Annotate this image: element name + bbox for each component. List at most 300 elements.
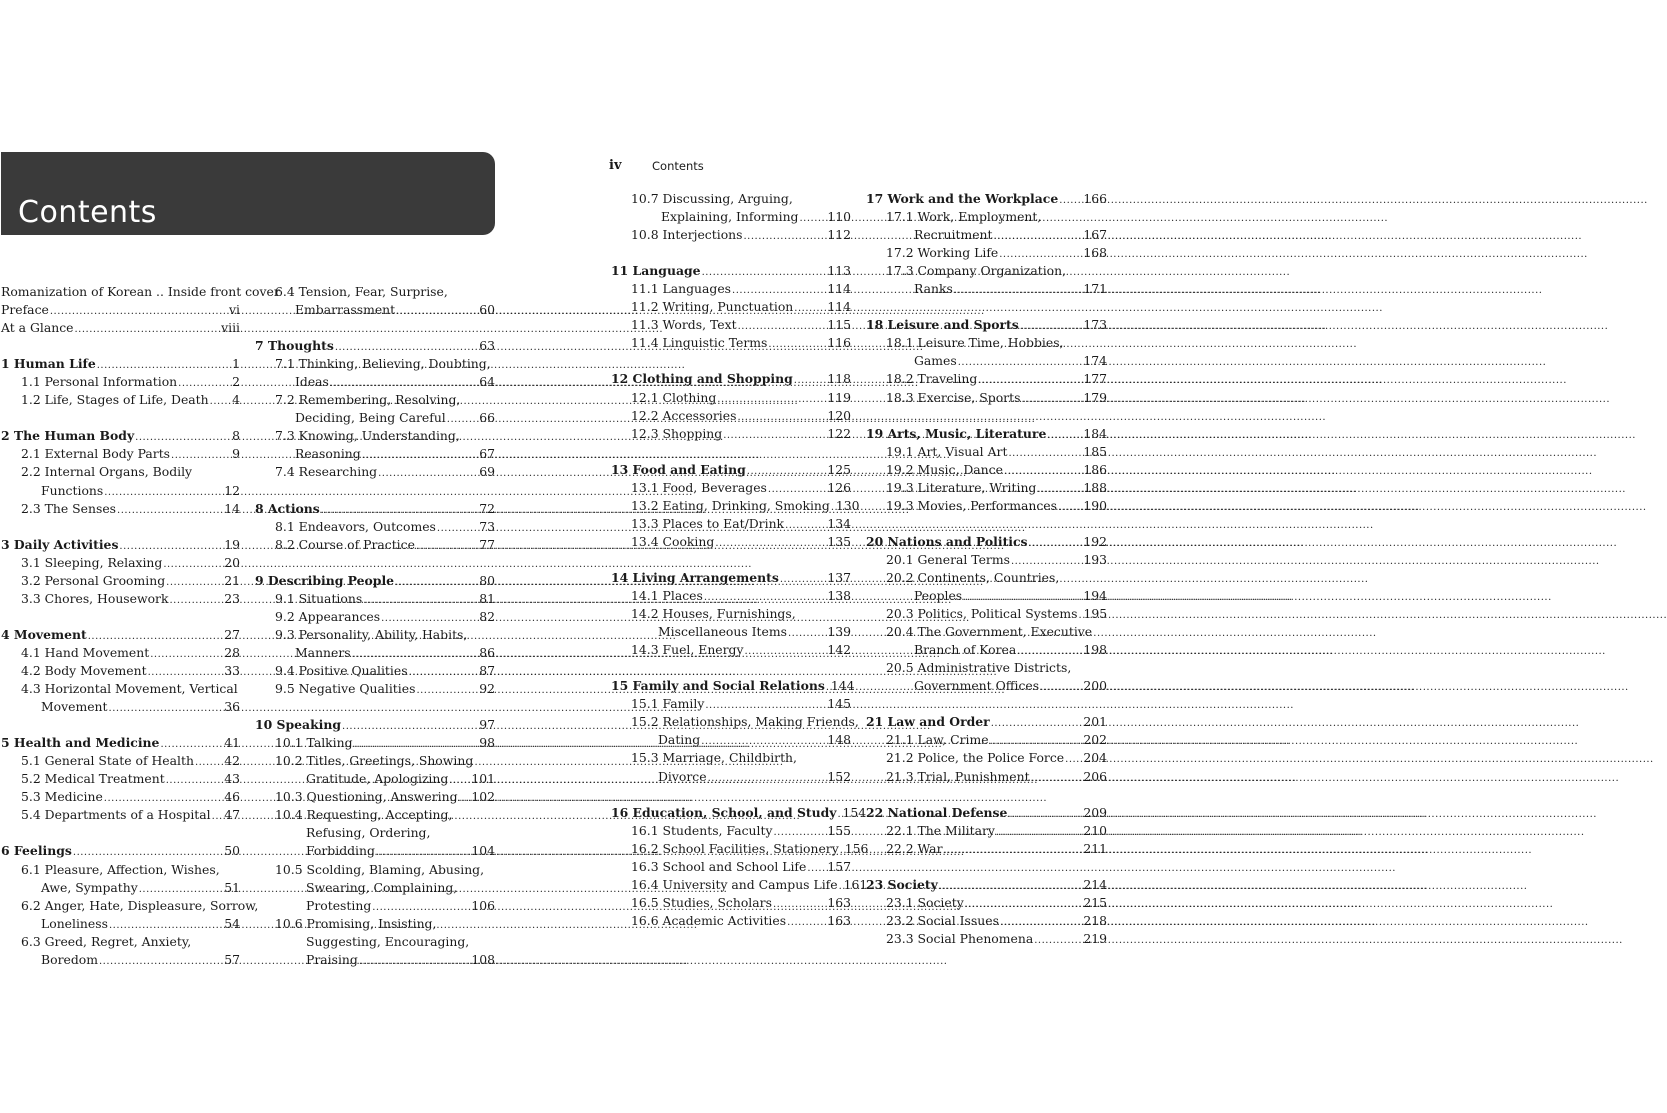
toc-entry-title: 3.1 Sleeping, Relaxing <box>21 554 163 570</box>
toc-entry-title: 14.2 Houses, Furnishings, <box>631 606 796 622</box>
toc-entry-title: Suggesting, Encouraging, <box>306 933 470 949</box>
dot-leader <box>780 571 827 589</box>
toc-entry-title: Forbidding <box>306 843 375 859</box>
toc-section-entry[interactable] <box>611 226 851 244</box>
toc-section-entry[interactable] <box>866 497 1107 515</box>
toc-section-entry[interactable] <box>866 262 1107 280</box>
toc-entry-title: Recruitment <box>914 227 993 243</box>
toc-section-entry[interactable] <box>611 749 851 767</box>
toc-column-1 <box>1 283 280 969</box>
toc-section-entry[interactable] <box>255 897 495 915</box>
toc-entry-title: 20.5 Administrative Districts, <box>886 660 1072 676</box>
toc-entry-title: 1.2 Life, Stages of Life, Death <box>21 392 209 408</box>
toc-section-entry[interactable] <box>255 915 495 933</box>
toc-spacer <box>1 608 240 626</box>
toc-section-entry[interactable] <box>866 443 1107 461</box>
toc-section-entry[interactable] <box>1 788 240 806</box>
toc-entry-title: 15 Family and Social Relations <box>611 678 825 694</box>
toc-entry-title: Loneliness <box>41 915 108 931</box>
toc-section-entry[interactable] <box>255 861 495 879</box>
toc-section-entry[interactable] <box>611 425 851 443</box>
toc-entry-title: Deciding, Being Careful <box>295 410 446 426</box>
toc-entry-title: 23.2 Social Issues <box>886 912 999 928</box>
toc-entry-title: Government Offices <box>914 678 1040 694</box>
toc-entry-title: 10.7 Discussing, Arguing, <box>631 191 793 206</box>
toc-entry-title: 11.1 Languages <box>631 281 732 297</box>
toc-chapter-entry[interactable] <box>611 461 851 479</box>
toc-section-entry[interactable] <box>1 680 240 698</box>
toc-section-entry[interactable] <box>866 569 1107 587</box>
toc-section-entry[interactable] <box>1 391 240 409</box>
toc-chapter-entry[interactable] <box>255 716 495 734</box>
toc-section-entry[interactable] <box>255 373 495 391</box>
toc-section-entry[interactable] <box>1 897 259 915</box>
toc-entry-title: 3.3 Chores, Housework <box>21 590 169 606</box>
toc-page-number: 97 <box>479 717 495 733</box>
toc-section-entry[interactable] <box>611 479 851 497</box>
toc-page-number: 114 <box>827 299 851 315</box>
dot-leader <box>1059 192 1082 210</box>
dot-leader <box>195 754 223 772</box>
page-title: Contents <box>18 195 157 230</box>
dot-leader <box>1047 427 1082 445</box>
toc-entry-title: 6.2 Anger, Hate, Displeasure, Sorrow, <box>21 897 259 913</box>
dot-leader <box>794 300 826 318</box>
toc-section-entry[interactable] <box>611 407 851 425</box>
toc-chapter-entry[interactable] <box>866 425 1107 443</box>
dot-leader <box>74 321 220 339</box>
dot-leader <box>166 772 224 790</box>
toc-section-entry[interactable] <box>866 479 1107 497</box>
toc-section-entry[interactable] <box>866 551 1107 569</box>
toc-entry-title: 16.2 School Facilities, Stationery <box>631 840 839 856</box>
toc-section-entry[interactable] <box>1 373 240 391</box>
toc-section-entry[interactable] <box>255 590 495 608</box>
toc-section-entry[interactable] <box>866 605 1107 623</box>
toc-spacer <box>1 337 240 355</box>
toc-spacer <box>611 551 851 569</box>
toc-page-number: 156 <box>844 840 869 856</box>
toc-section-entry[interactable] <box>1 463 240 481</box>
toc-section-entry[interactable] <box>611 389 851 407</box>
toc-section-entry[interactable] <box>611 894 851 912</box>
toc-page-number: 130 <box>835 497 860 513</box>
toc-section-entry[interactable] <box>255 283 495 301</box>
toc-page-number: 154 <box>842 804 867 820</box>
toc-section-entry[interactable] <box>255 626 495 644</box>
toc-entry-title: 20.1 General Terms <box>886 551 1010 567</box>
toc-section-entry[interactable] <box>255 301 495 319</box>
toc-page-number: 63 <box>479 338 495 354</box>
toc-section-entry[interactable] <box>255 951 495 969</box>
toc-entry-title: 17 Work and the Workplace <box>866 191 1059 206</box>
dot-leader <box>363 592 478 610</box>
toc-section-entry[interactable] <box>255 355 495 373</box>
toc-entry-title: 5 Health and Medicine <box>1 735 160 751</box>
toc-entry-title: 16 Education, School, and Study <box>611 804 837 820</box>
toc-section-entry[interactable] <box>611 190 851 208</box>
toc-page-number: 54 <box>224 915 240 931</box>
toc-section-entry[interactable] <box>1 933 240 951</box>
toc-section-entry[interactable] <box>611 497 860 515</box>
toc-chapter-entry[interactable] <box>866 713 1107 731</box>
toc-section-entry[interactable] <box>611 515 851 533</box>
toc-entry-title: 10 Speaking <box>255 717 342 733</box>
toc-section-entry[interactable] <box>866 280 1107 298</box>
dot-leader <box>1029 535 1083 553</box>
toc-section-entry[interactable] <box>1 590 240 608</box>
dot-leader <box>788 625 826 643</box>
toc-section-entry[interactable] <box>866 587 1107 605</box>
toc-entry-title: 14 Living Arrangements <box>611 569 779 585</box>
toc-entry-title: 3 Daily Activities <box>1 536 119 552</box>
toc-section-entry[interactable] <box>255 608 495 626</box>
toc-section-entry[interactable] <box>255 463 495 481</box>
toc-section-entry[interactable] <box>611 858 851 876</box>
toc-page-number: 179 <box>1083 389 1107 405</box>
toc-entry-title: 1 Human Life <box>1 356 96 372</box>
toc-section-entry[interactable] <box>255 427 495 445</box>
toc-entry-title: 3.2 Personal Grooming <box>21 572 166 588</box>
toc-entry-title: 12 Clothing and Shopping <box>611 371 793 387</box>
toc-section-entry[interactable] <box>611 208 851 226</box>
toc-entry-title: 16.5 Studies, Scholars <box>631 894 772 910</box>
toc-section-entry[interactable] <box>1 572 240 590</box>
toc-chapter-entry[interactable] <box>255 500 495 518</box>
toc-page-number: 161 <box>843 876 868 892</box>
toc-entry-title: 7.3 Knowing, Understanding, <box>275 428 460 444</box>
toc-page-number: 218 <box>1083 912 1107 928</box>
toc-section-entry[interactable] <box>866 334 1107 352</box>
page-number: iv <box>609 158 622 173</box>
toc-entry-title: 10.6 Promising, Insisting, <box>275 915 437 931</box>
toc-page-number: 42 <box>224 753 240 769</box>
toc-entry-title: 18 Leisure and Sports <box>866 317 1019 333</box>
toc-entry-title: 4.2 Body Movement <box>21 662 147 678</box>
toc-section-entry[interactable] <box>866 352 1107 370</box>
dot-leader <box>459 790 471 808</box>
toc-spacer <box>255 698 495 716</box>
toc-section-entry[interactable] <box>255 409 495 427</box>
toc-spacer <box>611 244 851 262</box>
toc-section-entry[interactable] <box>1 301 240 319</box>
toc-page-number: 171 <box>1083 281 1107 297</box>
toc-section-entry[interactable] <box>255 734 495 752</box>
toc-entry-title: 23.1 Society <box>886 894 964 910</box>
toc-page-number: 209 <box>1083 804 1107 820</box>
toc-spacer <box>611 443 851 461</box>
toc-entry-title: 22 National Defense <box>866 804 1008 820</box>
toc-section-entry[interactable] <box>866 461 1107 479</box>
dot-leader <box>210 393 231 411</box>
toc-section-entry[interactable] <box>255 391 495 409</box>
toc-entry-title: 4.3 Horizontal Movement, Vertical <box>21 681 238 697</box>
toc-page-number: 106 <box>471 897 495 913</box>
toc-entry-title: 11.3 Words, Text <box>631 317 737 333</box>
toc-entry-title: 21 Law and Order <box>866 714 990 730</box>
toc-section-entry[interactable] <box>866 389 1107 407</box>
toc-entry-title: 9.5 Negative Qualities <box>275 681 416 697</box>
toc-entry-title: 2.1 External Body Parts <box>21 446 171 462</box>
toc-page-number: 201 <box>1083 714 1107 730</box>
toc-entry-title: 15.3 Marriage, Childbirth, <box>631 750 797 766</box>
toc-entry-title: 17.3 Company Organization, <box>886 263 1067 279</box>
toc-page-number: 144 <box>830 678 855 694</box>
toc-entry-title: 21.2 Police, the Police Force <box>886 750 1065 766</box>
toc-section-entry[interactable] <box>866 208 1107 226</box>
toc-page-number: 177 <box>1083 371 1107 387</box>
toc-section-entry[interactable] <box>1 445 240 463</box>
toc-section-entry[interactable] <box>611 316 851 334</box>
toc-section-entry[interactable] <box>611 822 851 840</box>
toc-entry-title: Ideas <box>295 374 329 390</box>
toc-section-entry[interactable] <box>611 713 859 731</box>
toc-column-4 <box>866 190 1107 948</box>
dot-leader <box>104 484 223 502</box>
toc-section-entry[interactable] <box>255 644 495 662</box>
toc-section-entry[interactable] <box>255 445 495 463</box>
toc-page-number: 122 <box>827 425 851 441</box>
toc-chapter-entry[interactable] <box>611 370 851 388</box>
toc-section-entry[interactable] <box>255 662 495 680</box>
dot-leader <box>109 700 224 718</box>
toc-entry-title: 11 Language <box>611 263 701 279</box>
toc-page-number: 190 <box>1083 497 1107 513</box>
toc-page-number: 1 <box>232 356 240 372</box>
toc-page-number: 77 <box>479 536 495 552</box>
toc-section-entry[interactable] <box>611 334 851 352</box>
dot-leader <box>785 517 826 535</box>
toc-page-number: 120 <box>827 407 851 423</box>
toc-page-number: 215 <box>1083 894 1107 910</box>
toc-entry-title: 9.2 Appearances <box>275 608 381 624</box>
toc-page-number: 36 <box>224 699 240 715</box>
toc-section-entry[interactable] <box>866 623 1107 641</box>
toc-entry-title: 9.1 Situations <box>275 590 363 606</box>
toc-section-entry[interactable] <box>611 695 851 713</box>
toc-chapter-entry[interactable] <box>611 804 867 822</box>
toc-section-entry[interactable] <box>866 912 1107 930</box>
toc-section-entry[interactable] <box>611 587 851 605</box>
toc-section-entry[interactable] <box>866 749 1107 767</box>
toc-page-number: 67 <box>479 446 495 462</box>
toc-chapter-entry[interactable] <box>1 842 240 860</box>
toc-section-entry[interactable] <box>611 280 851 298</box>
toc-entry-title: Swearing, Complaining, <box>306 879 458 895</box>
toc-chapter-entry[interactable] <box>611 677 855 695</box>
toc-entry-title: 18.1 Leisure Time, Hobbies, <box>886 335 1064 351</box>
dot-leader <box>768 336 826 354</box>
toc-section-entry[interactable] <box>1 644 240 662</box>
toc-section-entry[interactable] <box>866 894 1107 912</box>
toc-section-entry[interactable] <box>1 770 240 788</box>
toc-section-entry[interactable] <box>611 298 851 316</box>
toc-spacer <box>866 786 1107 804</box>
toc-chapter-entry[interactable] <box>1 626 240 644</box>
toc-entry-title: Gratitude, Apologizing <box>306 771 449 787</box>
toc-section-entry[interactable] <box>255 536 495 554</box>
toc-entry-title: 10.8 Interjections <box>631 227 743 243</box>
toc-section-entry[interactable] <box>255 879 495 897</box>
toc-section-entry[interactable] <box>866 930 1107 948</box>
toc-page-number: 87 <box>479 662 495 678</box>
toc-chapter-entry[interactable] <box>866 533 1107 551</box>
toc-entry-title: Romanization of Korean .. Inside front cover <box>1 284 280 299</box>
dot-leader <box>396 303 478 321</box>
toc-page-number: 2 <box>232 374 240 390</box>
toc-entry-title: 13.1 Food, Beverages <box>631 479 767 495</box>
toc-chapter-entry[interactable] <box>611 262 851 280</box>
dot-leader <box>150 646 223 664</box>
toc-page-number: 125 <box>827 461 851 477</box>
toc-page-number: 115 <box>827 317 851 333</box>
toc-entry-title: Dating <box>658 732 701 748</box>
toc-chapter-entry[interactable] <box>866 876 1107 894</box>
toc-section-entry[interactable] <box>255 680 495 698</box>
toc-page-number: 19 <box>224 536 240 552</box>
toc-section-entry[interactable] <box>255 770 495 788</box>
toc-entry-title: 20.2 Continents, Countries, <box>886 569 1060 585</box>
toc-section-entry[interactable] <box>611 912 851 930</box>
toc-section-entry[interactable] <box>1 482 240 500</box>
toc-entry-title: 17.1 Work, Employment, <box>886 209 1042 225</box>
toc-page-number: 86 <box>479 644 495 660</box>
toc-entry-title: 5.4 Departments of a Hospital <box>21 807 211 823</box>
toc-entry-title: 19 Arts, Music, Literature <box>866 425 1047 441</box>
toc-entry-title: 11.2 Writing, Punctuation <box>631 299 794 315</box>
dot-leader <box>991 715 1083 733</box>
toc-page-number: 195 <box>1083 606 1108 622</box>
toc-entry-title: 14.3 Fuel, Energy <box>631 642 744 658</box>
toc-chapter-entry[interactable] <box>866 190 1107 208</box>
toc-entry-title: 17.2 Working Life <box>886 245 999 261</box>
toc-page-number: 119 <box>827 389 851 405</box>
toc-entry-title: 18.3 Exercise, Sports <box>886 389 1021 405</box>
toc-section-entry[interactable] <box>611 605 851 623</box>
toc-page-number: 163 <box>827 894 851 910</box>
toc-page-number: 148 <box>827 732 851 748</box>
toc-section-entry[interactable] <box>1 662 240 680</box>
toc-page-number: 14 <box>224 500 240 516</box>
toc-entry-title: 22.2 War <box>886 840 943 856</box>
toc-page-number: 21 <box>224 572 240 588</box>
toc-page-number: 219 <box>1083 930 1107 946</box>
dot-leader <box>1034 932 1082 950</box>
toc-chapter-entry[interactable] <box>611 569 851 587</box>
toc-entry-title: 1.1 Personal Information <box>21 374 178 390</box>
toc-entry-title: 20 Nations and Politics <box>866 533 1028 549</box>
toc-page-number: 101 <box>471 771 495 787</box>
toc-section-entry[interactable] <box>255 518 495 536</box>
toc-section-entry[interactable] <box>255 806 495 824</box>
toc-chapter-entry[interactable] <box>1 536 240 554</box>
toc-page-number: 104 <box>471 843 495 859</box>
toc-entry-title: Miscellaneous Items <box>658 624 787 640</box>
toc-page-number: 206 <box>1083 768 1107 784</box>
toc-section-entry[interactable] <box>1 951 240 969</box>
toc-section-entry[interactable] <box>611 641 851 659</box>
toc-chapter-entry[interactable] <box>866 804 1107 822</box>
toc-column-2 <box>255 283 495 969</box>
toc-spacer <box>866 858 1107 876</box>
toc-section-entry[interactable] <box>611 731 851 749</box>
toc-section-entry[interactable] <box>866 641 1107 659</box>
toc-page-number: 204 <box>1083 750 1107 766</box>
toc-section-entry[interactable] <box>611 623 851 641</box>
toc-chapter-entry[interactable] <box>255 337 495 355</box>
toc-entry-title: 6.4 Tension, Fear, Surprise, <box>275 284 448 299</box>
toc-entry-title: At a Glance <box>1 320 74 336</box>
toc-section-entry[interactable] <box>866 731 1107 749</box>
dot-leader <box>723 427 826 445</box>
toc-section-entry[interactable] <box>866 677 1107 695</box>
toc-section-entry[interactable] <box>255 788 495 806</box>
toc-section-entry[interactable] <box>1 861 240 879</box>
toc-entry-title: 19.2 Music, Dance <box>886 461 1003 477</box>
toc-section-entry[interactable] <box>1 283 280 301</box>
toc-entry-title: 8 Actions <box>255 500 320 516</box>
toc-entry-title: Movement <box>41 699 108 715</box>
toc-section-entry[interactable] <box>1 879 240 897</box>
toc-page-number: 12 <box>224 482 240 498</box>
toc-section-entry[interactable] <box>1 698 240 716</box>
toc-entry-title: 4 Movement <box>1 626 87 642</box>
toc-section-entry[interactable] <box>1 806 240 824</box>
dot-leader <box>744 228 827 246</box>
toc-section-entry[interactable] <box>255 842 495 860</box>
toc-chapter-entry[interactable] <box>1 734 240 752</box>
toc-section-entry[interactable] <box>1 752 240 770</box>
toc-section-entry[interactable] <box>255 752 495 770</box>
toc-section-entry[interactable] <box>866 226 1107 244</box>
toc-section-entry[interactable] <box>866 659 1107 677</box>
toc-section-entry[interactable] <box>1 319 240 337</box>
toc-section-entry[interactable] <box>866 768 1107 786</box>
toc-section-entry[interactable] <box>611 533 851 551</box>
toc-chapter-entry[interactable] <box>866 316 1107 334</box>
toc-entry-title: 20.4 The Government, Executive <box>886 624 1093 640</box>
toc-section-entry[interactable] <box>866 840 1107 858</box>
toc-chapter-entry[interactable] <box>1 355 240 373</box>
toc-section-entry[interactable] <box>611 840 869 858</box>
toc-section-entry[interactable] <box>255 824 495 842</box>
toc-entry-title: 7.2 Remembering, Resolving, <box>275 392 461 408</box>
dot-leader <box>1008 806 1082 824</box>
toc-section-entry[interactable] <box>1 500 240 518</box>
toc-page-number: 157 <box>827 858 851 874</box>
toc-section-entry[interactable] <box>866 370 1107 388</box>
toc-chapter-entry[interactable] <box>255 572 495 590</box>
toc-entry-title: Functions <box>41 482 104 498</box>
toc-entry-title: 16.6 Academic Activities <box>631 912 787 928</box>
toc-section-entry[interactable] <box>611 768 851 786</box>
toc-entry-title: 19.3 Movies, Performances <box>886 497 1057 513</box>
running-head: Contents <box>652 159 704 173</box>
toc-section-entry[interactable] <box>866 244 1107 262</box>
toc-page-number: 57 <box>224 951 240 967</box>
toc-entry-title: 2.3 The Senses <box>21 500 117 516</box>
toc-entry-title: 8.1 Endeavors, Outcomes <box>275 518 436 534</box>
toc-section-entry[interactable] <box>611 876 868 894</box>
dot-leader <box>395 574 478 592</box>
toc-entry-title: Manners <box>295 644 351 660</box>
toc-section-entry[interactable] <box>255 933 495 951</box>
toc-section-entry[interactable] <box>866 822 1107 840</box>
toc-entry-title: 10.1 Talking <box>275 735 353 751</box>
toc-section-entry[interactable] <box>1 554 240 572</box>
toc-chapter-entry[interactable] <box>1 427 240 445</box>
toc-section-entry[interactable] <box>1 915 240 933</box>
